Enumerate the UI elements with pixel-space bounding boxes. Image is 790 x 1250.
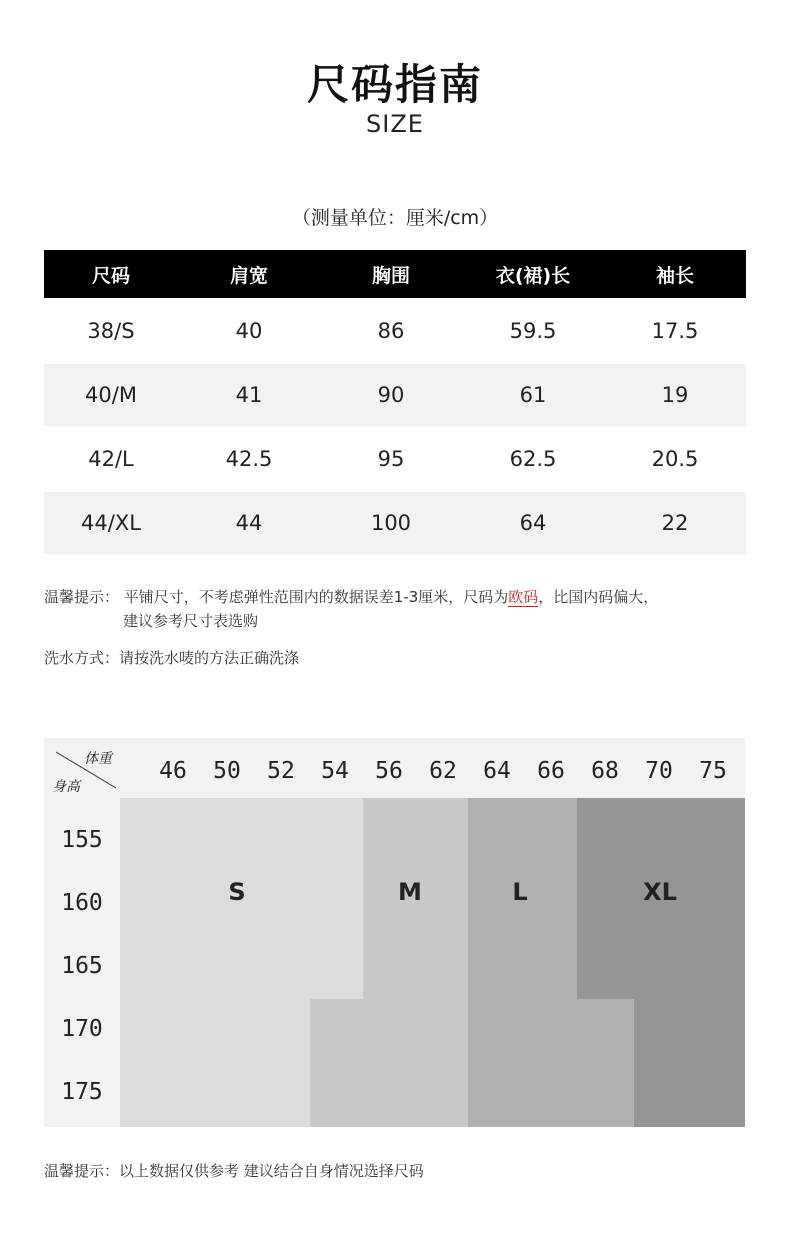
tip-note (44, 585, 658, 609)
cell-chest: 86 (377, 319, 405, 343)
tip-note-line2: 建议参考尺寸表选购 (123, 612, 259, 630)
size-table (44, 250, 746, 554)
page-subtitle: SIZE (366, 110, 424, 138)
size-table-header (44, 250, 746, 298)
cell-size: 40/M (85, 383, 137, 407)
cell-sleeve: 20.5 (651, 447, 699, 471)
footer-note: 温馨提示：以上数据仅供参考 建议结合自身情况选择尺码 (44, 1162, 424, 1180)
table-row (44, 428, 746, 490)
cell-chest: 95 (377, 447, 405, 471)
zone-l-block (468, 999, 634, 1127)
cell-size: 42/L (88, 447, 134, 471)
cell-size: 44/XL (81, 511, 141, 535)
page-title: 尺码指南 (306, 60, 483, 109)
weight-tick: 70 (645, 758, 673, 784)
weight-tick: 52 (267, 758, 295, 784)
zone-s-label: S (228, 878, 246, 906)
weight-tick: 68 (591, 758, 619, 784)
cell-size: 38/S (87, 319, 135, 343)
height-tick: 160 (61, 890, 103, 916)
header-length: 衣(裙)长 (495, 264, 571, 287)
tip-text-end: ，比国内码偏大， (538, 588, 659, 606)
tip-highlight: 欧码 (508, 588, 539, 606)
cell-sleeve: 19 (661, 383, 689, 407)
cell-length: 64 (519, 511, 547, 535)
cell-shoulder: 40 (235, 319, 263, 343)
weight-tick: 54 (321, 758, 349, 784)
cell-chest: 90 (377, 383, 405, 407)
cell-length: 61 (519, 383, 547, 407)
cell-sleeve: 22 (661, 511, 689, 535)
cell-chest: 100 (370, 511, 412, 535)
cell-sleeve: 17.5 (651, 319, 699, 343)
height-tick: 170 (61, 1016, 103, 1042)
table-row (44, 300, 746, 362)
weight-height-chart (44, 738, 745, 1127)
header-size: 尺码 (91, 264, 130, 287)
wash-note: 洗水方式：请按洗水唛的方法正确洗涤 (44, 649, 300, 667)
cell-shoulder: 41 (235, 383, 263, 407)
header-chest: 胸围 (371, 264, 410, 287)
zone-m-label: M (398, 878, 422, 906)
table-row (44, 492, 746, 554)
weight-tick: 66 (537, 758, 565, 784)
header-sleeve: 袖长 (655, 264, 694, 287)
weight-axis-label: 体重 (84, 751, 112, 767)
zone-s-block (120, 999, 310, 1127)
zone-l-label: L (512, 878, 528, 906)
zone-xl-block (634, 999, 745, 1127)
cell-length: 62.5 (509, 447, 557, 471)
weight-tick: 50 (213, 758, 241, 784)
zone-m-block (310, 999, 468, 1127)
height-tick: 155 (61, 827, 103, 853)
weight-tick: 75 (699, 758, 727, 784)
header-shoulder: 肩宽 (229, 264, 268, 287)
weight-tick: 56 (375, 758, 403, 784)
weight-tick: 46 (159, 758, 187, 784)
weight-tick: 64 (483, 758, 511, 784)
tip-text: 温馨提示： 平铺尺寸，不考虑弹性范围内的数据误差1-3厘米，尺码为 (44, 588, 509, 606)
height-tick: 175 (61, 1079, 103, 1105)
cell-length: 59.5 (509, 319, 557, 343)
cell-shoulder: 42.5 (225, 447, 273, 471)
cell-shoulder: 44 (235, 511, 263, 535)
height-axis-label: 身高 (52, 779, 80, 795)
table-row (44, 364, 746, 426)
zone-xl-label: XL (643, 878, 677, 906)
measurement-unit: （测量单位：厘米/cm） (291, 207, 499, 229)
height-tick: 165 (61, 953, 103, 979)
weight-tick: 62 (429, 758, 457, 784)
